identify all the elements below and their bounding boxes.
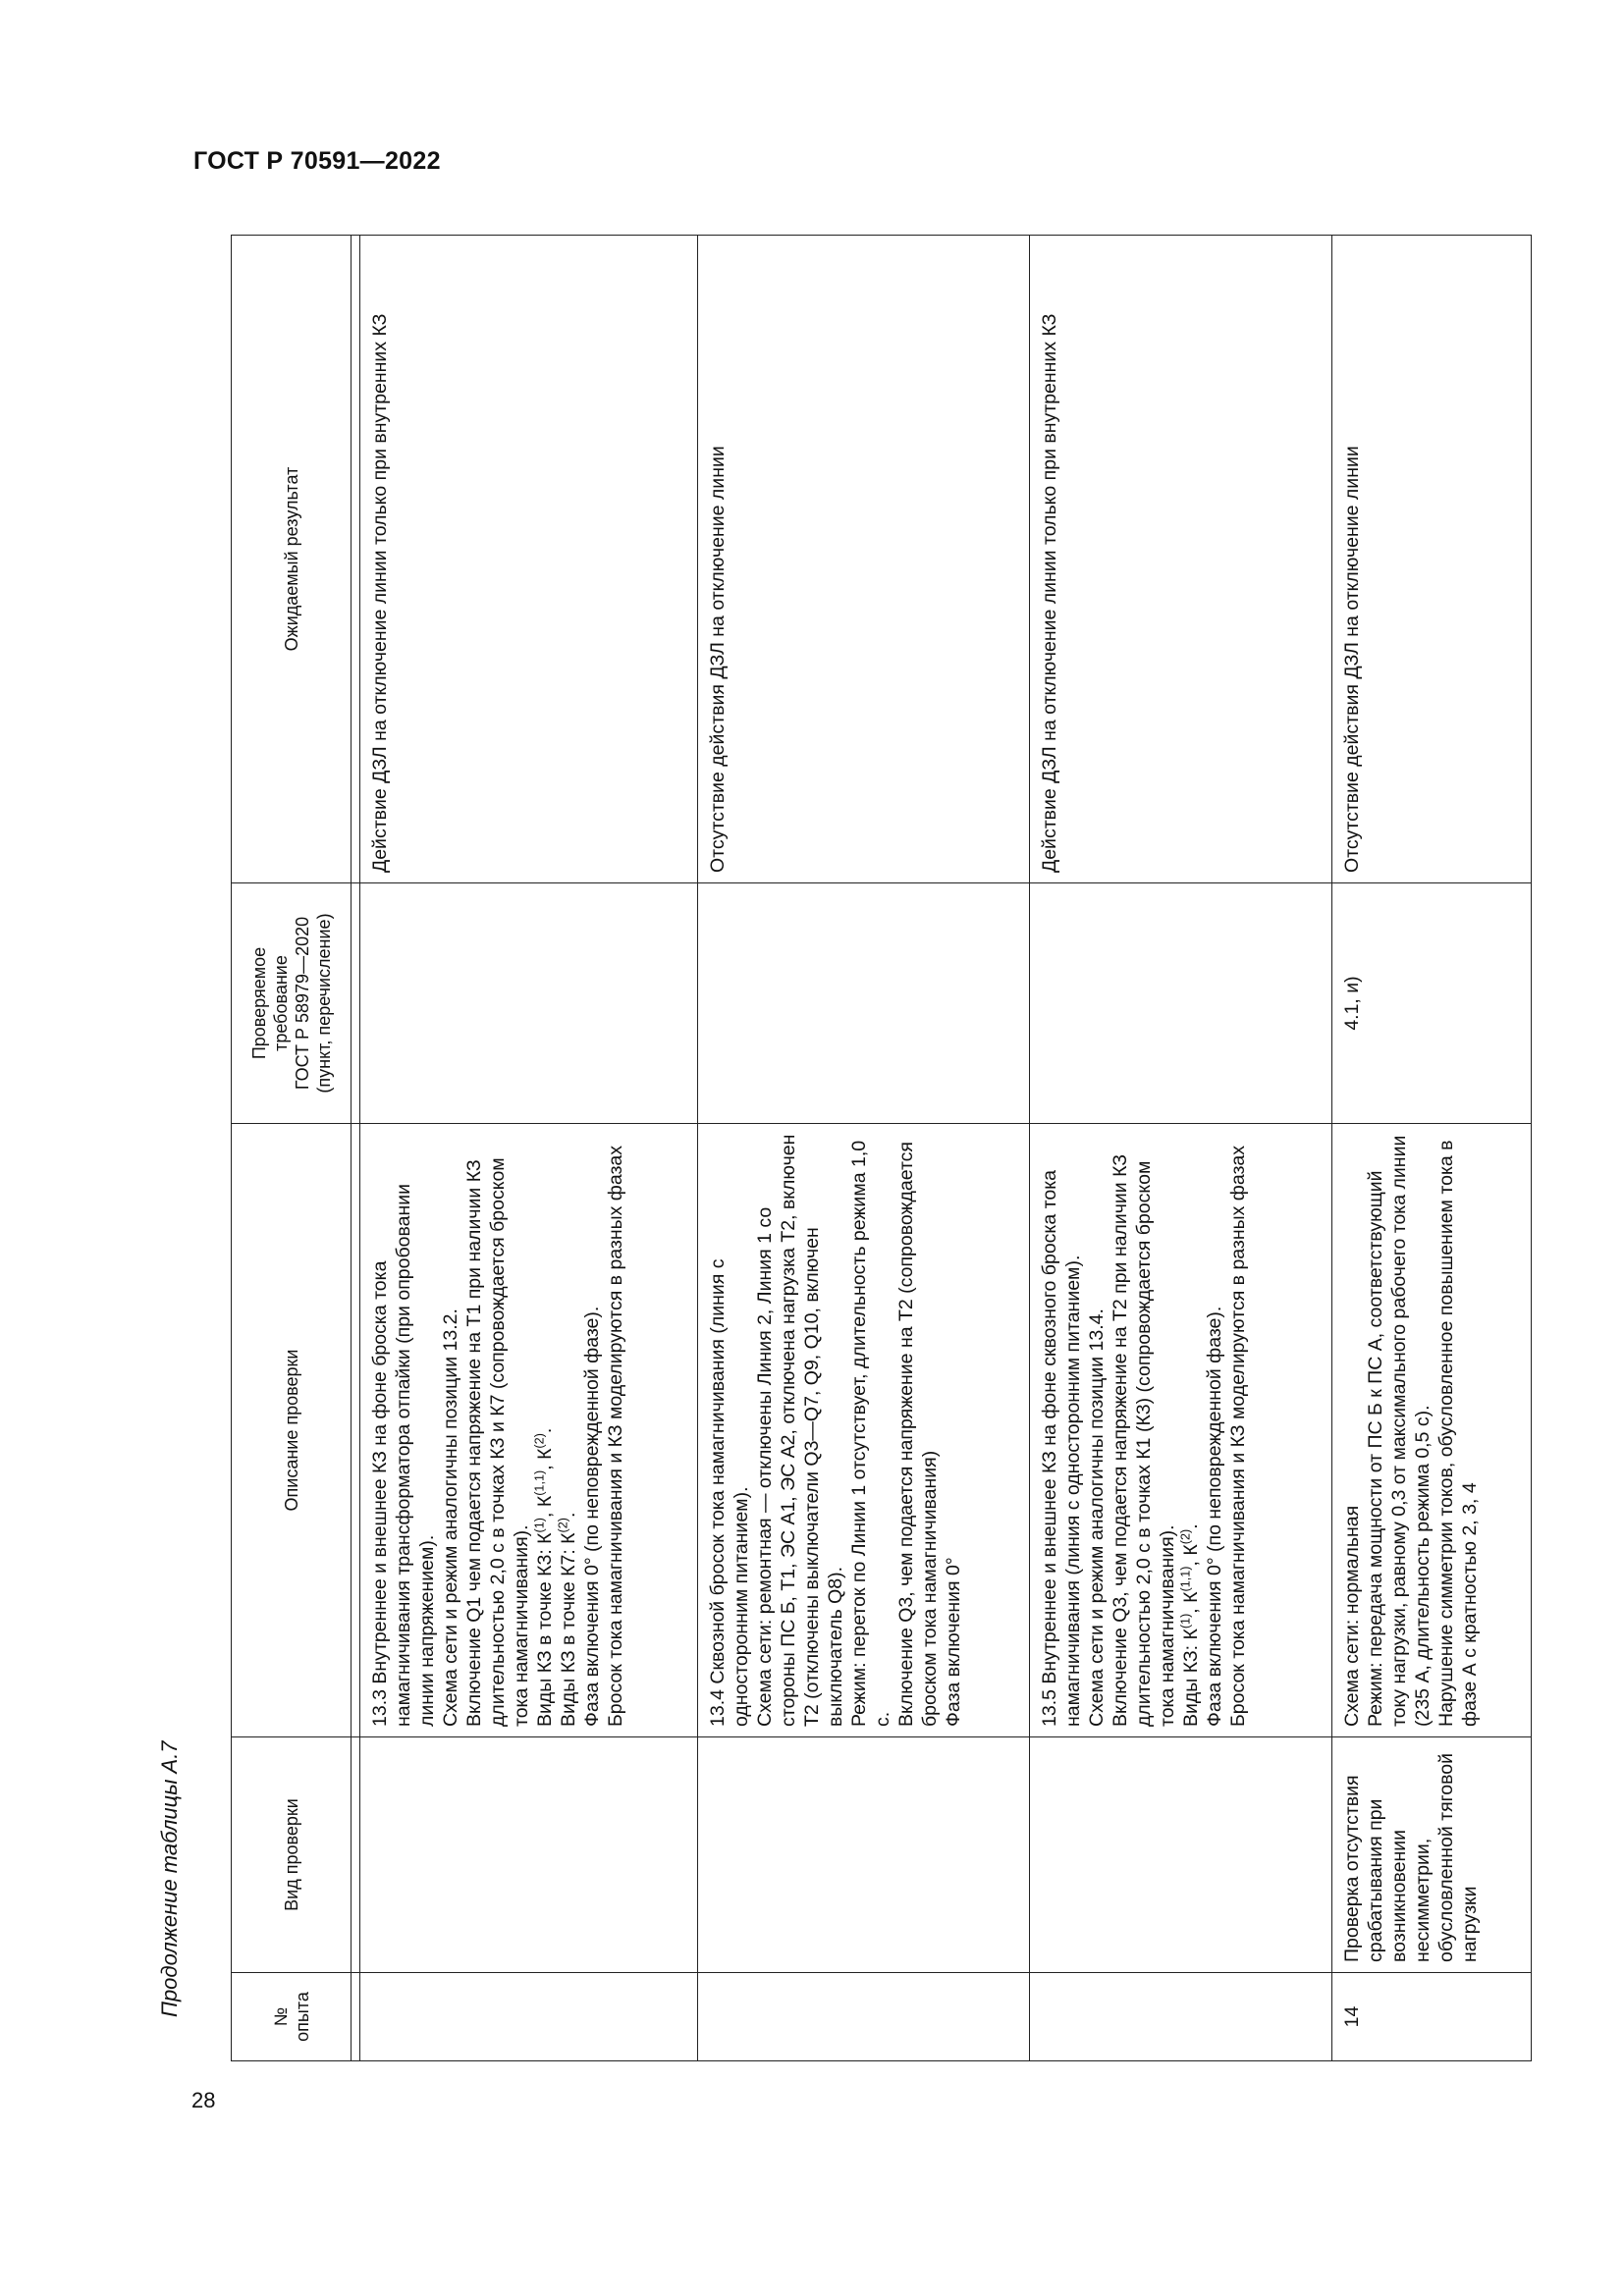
row-num xyxy=(1030,1973,1331,2061)
desc-switching: Включение Q1 чем подается напряжение на Т1 при наличии КЗ длительностью 2,0 с в точках К3 и К7 (сопровождается броском тока намагничивания). xyxy=(463,1157,532,1727)
table-row-13-5 xyxy=(1030,236,1331,2061)
table-separator-row xyxy=(352,236,360,2061)
page-number: 28 xyxy=(191,2088,216,2112)
row-kind xyxy=(697,1737,1030,1973)
table-header-row xyxy=(232,236,352,2061)
row-desc xyxy=(1030,1124,1331,1737)
desc-fault-types-k7: Виды КЗ в точке К7: $К^{(2)}$. xyxy=(556,1512,579,1727)
desc-mode: Режим: переток по Линии 1 отсутствует, длительность режима 1,0 с. xyxy=(847,1140,893,1727)
row-req xyxy=(1030,883,1331,1124)
table-a7-continuation xyxy=(231,235,1532,2061)
row-desc xyxy=(1331,1124,1531,1737)
col-header-num: № опыта xyxy=(232,1973,352,2061)
desc-phase: Фаза включения 0° (по неповрежденной фазе). xyxy=(581,1306,603,1727)
row-req xyxy=(360,883,698,1124)
row-result: Действие ДЗЛ на отключение линии только при внутренних КЗ xyxy=(360,236,698,883)
table-row-13-4 xyxy=(697,236,1030,2061)
desc-title: 13.3 Внутреннее и внешнее КЗ на фоне броска тока намагничивания трансформатора отпайки (при опробовании линии напряжением). xyxy=(369,1183,438,1727)
desc-fault-types: Виды КЗ: $К^{(1)}$, К$^{(1,1)}$, $К^{(2)}$. xyxy=(1178,1523,1203,1727)
desc-fault-types-k3: Виды КЗ в точке К3: $К^{(1)}$, К$^{(1,1)}$, $К^{(2)}$. xyxy=(532,1427,556,1727)
desc-phase: Фаза включения 0° xyxy=(942,1557,964,1727)
desc-title: 13.4 Сквозной бросок тока намагничивания (линия с односторонним питанием). xyxy=(706,1258,752,1727)
desc-asymmetry: Нарушение симметрии токов, обусловленное повышением тока в фазе А с кратностью 2, 3, 4 xyxy=(1435,1140,1481,1727)
desc-inrush: Бросок тока намагничивания и КЗ моделируются в разных фазах xyxy=(605,1145,626,1727)
table-container xyxy=(231,236,1532,2061)
desc-inrush: Бросок тока намагничивания и КЗ моделируются в разных фазах xyxy=(1227,1145,1250,1727)
standard-header: ГОСТ Р 70591—2022 xyxy=(193,147,441,175)
col-header-req-line3: ГОСТ Р 58979—2020 xyxy=(292,916,312,1091)
desc-scheme: Схема сети: нормальная xyxy=(1340,1505,1363,1727)
desc-switching: Включение Q3, чем подается напряжение на Т2 (сопровождается броском тока намагничивания) xyxy=(894,1142,941,1727)
desc-switching: Включение Q3, чем подается напряжение на Т2 при наличии КЗ длительностью 2,0 с в точках К1 (К3) (сопровождается броском тока намагничивания). xyxy=(1110,1153,1179,1727)
desc-scheme: Схема сети: ремонтная — отключены Линия 2, Линия 1 со стороны ПС Б, Т1, ЭС А1, ЭС А2, отключена нагрузка Т2, включен Т2 (отключены выключатели Q3—Q7, Q9, Q10, включен выключатель Q8). xyxy=(753,1134,846,1727)
row-kind xyxy=(1030,1737,1331,1973)
row-num xyxy=(697,1973,1030,2061)
table-caption: Продолжение таблицы А.7 xyxy=(157,1740,182,2017)
row-desc xyxy=(360,1124,698,1737)
row-result: Отсутствие действия ДЗЛ на отключение линии xyxy=(1331,236,1531,883)
row-result: Отсутствие действия ДЗЛ на отключение линии xyxy=(697,236,1030,883)
row-kind: Проверка отсутствия срабатывания при возникновении несимметрии, обусловленной тяговой нагрузки xyxy=(1331,1737,1531,1973)
row-req: 4.1, и) xyxy=(1331,883,1531,1124)
desc-title: 13.5 Внутреннее и внешнее КЗ на фоне сквозного броска тока намагничивания (линия с односторонним питанием). xyxy=(1039,1170,1085,1727)
col-header-req xyxy=(232,883,352,1124)
desc-scheme: Схема сети и режим аналогичны позиции 13.2. xyxy=(440,1308,461,1727)
desc-mode: Режим: передача мощности от ПС Б к ПС А, соответствующий току нагрузки, равному 0,3 от максимального рабочего тока линии (235 А, длительность режима 0,5 с). xyxy=(1364,1135,1434,1727)
col-header-req-line1: Проверяемое xyxy=(248,946,269,1060)
row-num: 14 xyxy=(1331,1973,1531,2061)
row-result: Действие ДЗЛ на отключение линии только при внутренних КЗ xyxy=(1030,236,1331,883)
col-header-kind: Вид проверки xyxy=(232,1737,352,1973)
desc-phase: Фаза включения 0° (по неповрежденной фазе). xyxy=(1204,1306,1226,1727)
col-header-req-line2: требование xyxy=(270,955,291,1051)
row-kind xyxy=(360,1737,698,1973)
desc-scheme: Схема сети и режим аналогичны позиции 13.4. xyxy=(1086,1308,1109,1727)
col-header-result: Ожидаемый результат xyxy=(232,236,352,883)
col-header-desc: Описание проверки xyxy=(232,1124,352,1737)
row-desc xyxy=(697,1124,1030,1737)
table-row-14 xyxy=(1331,236,1531,2061)
table-row-13-3 xyxy=(360,236,698,2061)
row-req xyxy=(697,883,1030,1124)
col-header-req-line4: (пункт, перечисление) xyxy=(313,913,334,1094)
row-num xyxy=(360,1973,698,2061)
